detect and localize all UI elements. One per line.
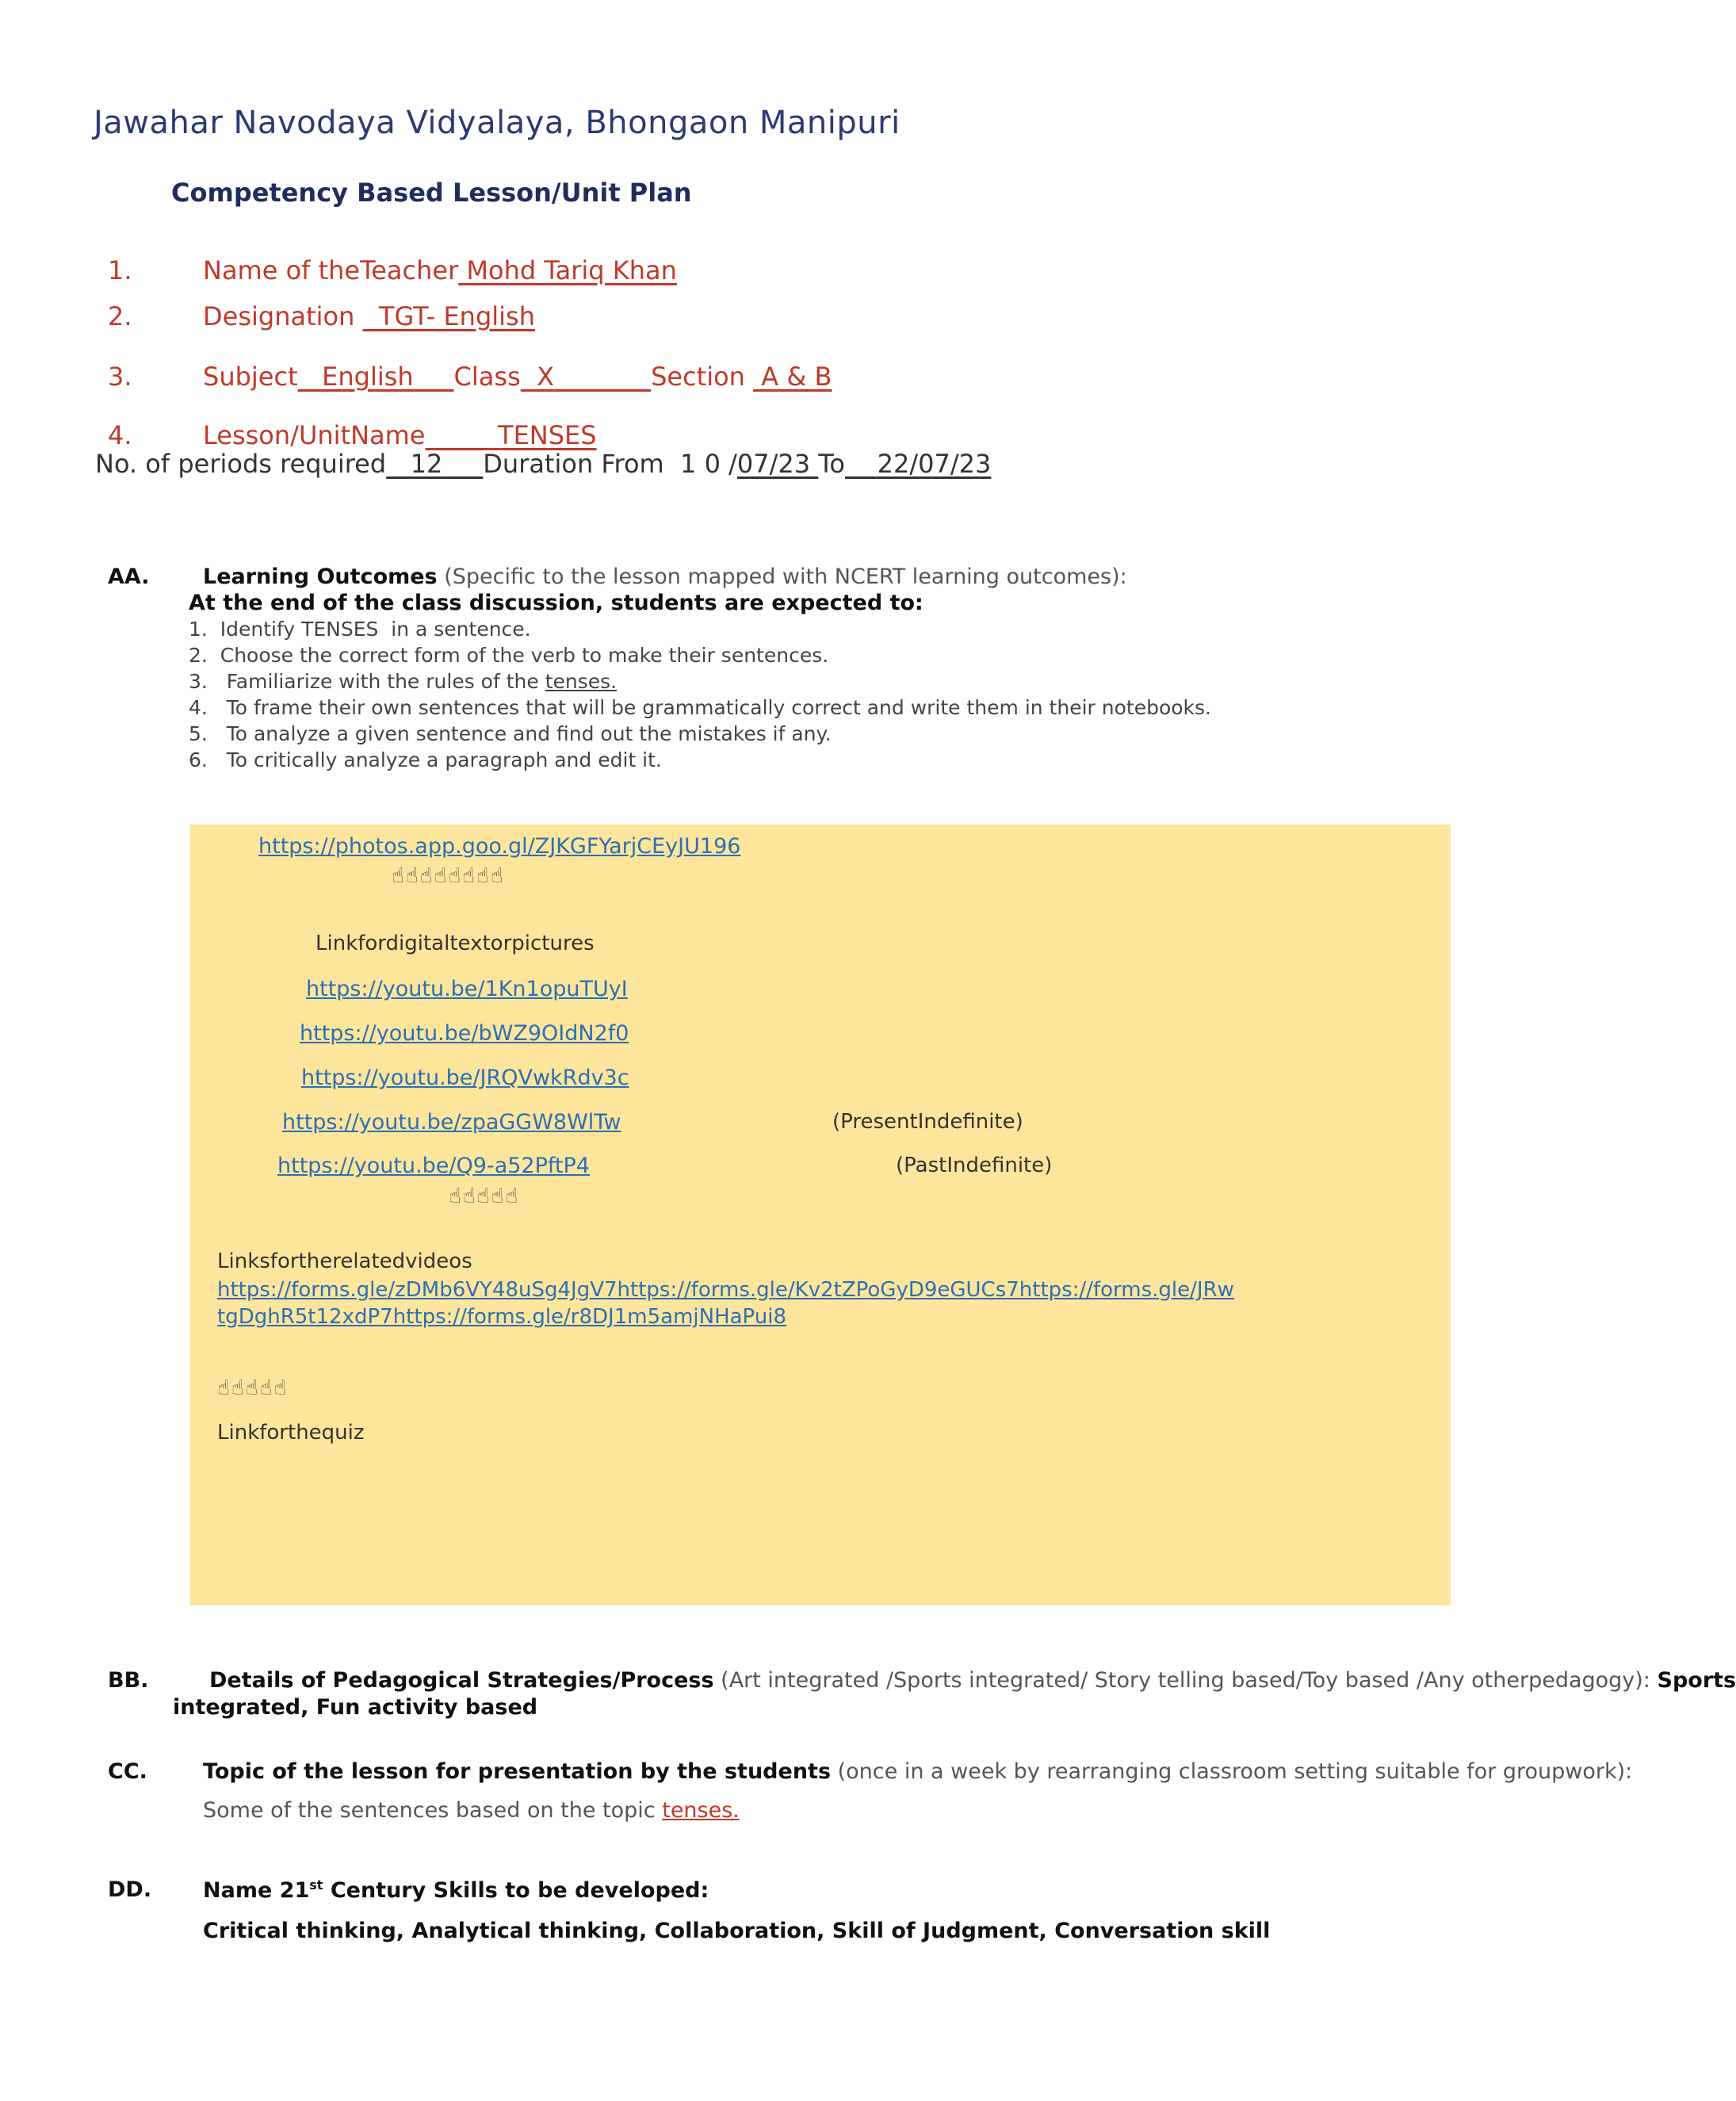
topic-title: Topic of the lesson for presentation by the students xyxy=(203,1759,832,1784)
pointing-hand-icon: ☝☝☝☝☝ xyxy=(217,1376,289,1400)
field-number-4: 4. xyxy=(108,420,132,450)
youtube-link-3[interactable]: https://youtu.be/JRQVwkRdv3c xyxy=(301,1066,629,1090)
section-label: Section xyxy=(651,362,754,392)
pedagogy-answer-start: Sports xyxy=(1657,1668,1736,1693)
teacher-label: Name of theTeacher xyxy=(203,255,459,285)
outcome-item: 2. Choose the correct form of the verb to make their sentences. xyxy=(189,644,829,667)
section-value: A & B xyxy=(753,362,832,392)
school-name: Jawahar Navodaya Vidyalaya, Bhongaon Manipuri xyxy=(94,105,901,141)
skills-heading xyxy=(203,1877,709,1903)
periods-label: No. of periods required xyxy=(95,449,387,479)
skills-heading-text: Name 21 xyxy=(203,1878,310,1903)
subject-value: English xyxy=(297,362,454,392)
class-value: X xyxy=(520,362,652,392)
skills-heading-superscript: st xyxy=(309,1877,323,1892)
outcome-tenses-link[interactable]: tenses. xyxy=(545,670,618,693)
periods-value: 12 xyxy=(386,449,484,479)
youtube-link-4[interactable]: https://youtu.be/zpaGGW8WlTw xyxy=(282,1110,621,1135)
section-marker-dd: DD. xyxy=(108,1877,152,1902)
outcome-item: 6. To critically analyze a paragraph and edit it. xyxy=(189,748,662,771)
outcome-item: 5. To analyze a given sentence and find out the mistakes if any. xyxy=(189,722,832,745)
lesson-value: TENSES xyxy=(425,420,597,450)
learning-outcomes-note: (Specific to the lesson mapped with NCERT learning outcomes): xyxy=(444,564,1127,589)
youtube-link-2[interactable]: https://youtu.be/bWZ9OIdN2f0 xyxy=(300,1021,629,1046)
youtube-link-5[interactable]: https://youtu.be/Q9-a52PftP4 xyxy=(277,1154,590,1178)
youtube-link-1[interactable]: https://youtu.be/1Kn1opuTUyI xyxy=(306,977,628,1001)
section-marker-cc: CC. xyxy=(108,1759,147,1784)
digital-links-label: Linkfordigitaltextorpictures xyxy=(315,932,595,955)
topic-answer-text: Some of the sentences based on the topic xyxy=(203,1798,663,1823)
topic-answer xyxy=(203,1798,740,1823)
designation-label: Designation xyxy=(203,301,363,331)
pedagogy-answer: integrated, Fun activity based xyxy=(173,1695,538,1720)
plan-title: Competency Based Lesson/Unit Plan xyxy=(171,178,692,208)
outcome-item xyxy=(189,670,617,693)
field-number-2: 2. xyxy=(108,301,132,331)
duration-label: Duration From 1 0 / xyxy=(483,449,737,479)
topic-heading xyxy=(203,1759,1632,1784)
pointing-hand-icon: ☝☝☝☝☝ xyxy=(449,1184,520,1208)
subject-label: Subject xyxy=(203,362,298,392)
lesson-field xyxy=(203,420,597,450)
skills-answer: Critical thinking, Analytical thinking, Collaboration, Skill of Judgment, Conversation skill xyxy=(203,1919,1271,1943)
to-label: To xyxy=(818,449,845,479)
lesson-label: Lesson/UnitName xyxy=(203,420,426,450)
teacher-value: Mohd Tariq Khan xyxy=(458,255,677,285)
section-marker-bb: BB. xyxy=(108,1668,149,1693)
pedagogy-heading xyxy=(209,1668,1736,1693)
learning-outcomes-heading xyxy=(203,564,1127,589)
designation-value: TGT- English xyxy=(362,301,535,331)
pointing-hand-icon: ☝☝☝☝☝☝☝☝ xyxy=(392,864,505,888)
section-marker-aa: AA. xyxy=(108,564,150,589)
class-label: Class xyxy=(453,362,521,392)
learning-outcomes-title: Learning Outcomes xyxy=(203,564,438,589)
designation-field xyxy=(203,301,535,331)
subject-class-section-field xyxy=(203,362,832,392)
outcome-item: 4. To frame their own sentences that will be grammatically correct and write them in their notebooks. xyxy=(189,696,1211,719)
topic-tenses-link[interactable]: tenses. xyxy=(662,1798,740,1823)
periods-duration-line xyxy=(95,449,991,479)
present-indefinite-note: (PresentIndefinite) xyxy=(832,1110,1023,1134)
outcome-item-text: 3. Familiarize with the rules of the xyxy=(189,670,545,693)
pedagogy-title: Details of Pedagogical Strategies/Process xyxy=(209,1668,714,1693)
past-indefinite-note: (PastIndefinite) xyxy=(896,1154,1053,1177)
duration-from-value: 07/23 xyxy=(736,449,819,479)
pedagogy-note: (Art integrated /Sports integrated/ Story telling based/Toy based /Any otherpedagogy): xyxy=(721,1668,1650,1693)
topic-note: (once in a week by rearranging classroom setting suitable for groupwork): xyxy=(837,1759,1633,1784)
forms-links-line-2[interactable]: tgDghR5t12xdP7https://forms.gle/r8DJ1m5amjNHaPui8 xyxy=(217,1305,787,1329)
duration-to-value: 22/07/23 xyxy=(844,449,992,479)
outcome-item: 1. Identify TENSES in a sentence. xyxy=(189,618,531,641)
learning-intro: At the end of the class discussion, students are expected to: xyxy=(189,591,923,615)
related-videos-label: Linksfortherelatedvideos xyxy=(217,1250,472,1273)
field-number-3: 3. xyxy=(108,362,132,392)
teacher-field xyxy=(203,255,677,285)
field-number-1: 1. xyxy=(108,255,132,285)
forms-links-line-1[interactable]: https://forms.gle/zDMb6VY48uSg4JgV7https://forms.gle/Kv2tZPoGyD9eGUCs7https://forms.gle/JRw xyxy=(217,1278,1234,1302)
quiz-label: Linkforthequiz xyxy=(217,1421,365,1445)
photo-link[interactable]: https://photos.app.goo.gl/ZJKGFYarjCEyJU196 xyxy=(258,834,741,859)
skills-heading-text-2: Century Skills to be developed: xyxy=(323,1878,709,1903)
